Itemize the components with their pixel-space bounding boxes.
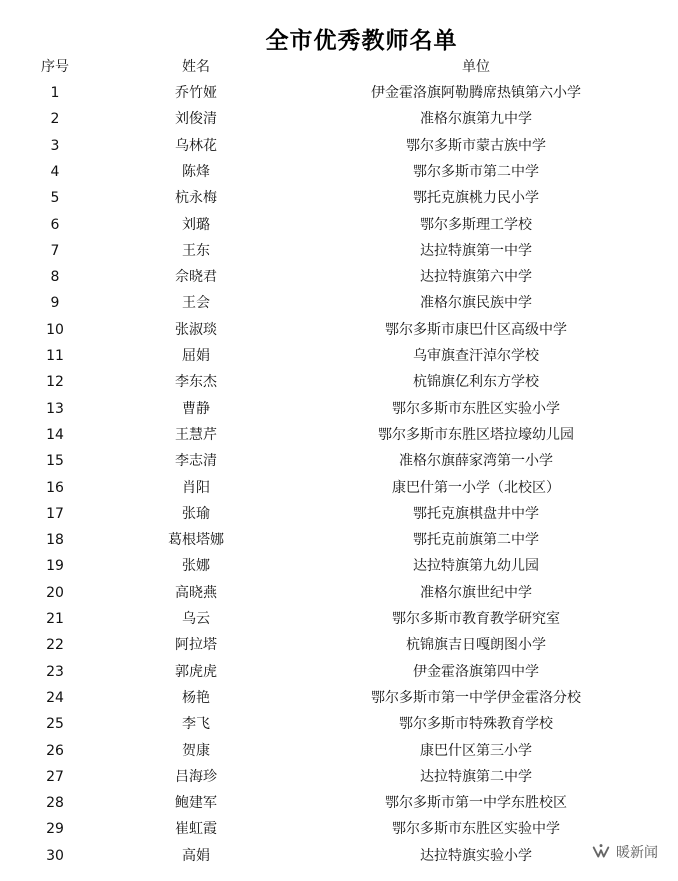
- row-index: 26: [46, 742, 64, 759]
- table-row: [0, 632, 678, 658]
- row-name: 李东杰: [175, 374, 217, 391]
- watermark-text: 暖新闻: [616, 845, 658, 861]
- row-index: 18: [46, 532, 64, 549]
- row-name: 刘俊清: [175, 111, 217, 128]
- row-index: 16: [46, 479, 64, 496]
- table-row: [0, 816, 678, 842]
- row-unit: 达拉特旗第六中学: [420, 269, 532, 286]
- table-row: [0, 843, 678, 869]
- row-name: 乌林花: [175, 137, 217, 154]
- row-index: 15: [46, 453, 64, 470]
- row-name: 刘璐: [182, 216, 210, 233]
- row-name: 杨艳: [182, 689, 210, 706]
- row-index: 24: [46, 689, 64, 706]
- row-name: 高晓燕: [175, 584, 217, 601]
- row-unit: 鄂托克旗棋盘井中学: [413, 505, 539, 522]
- row-unit: 达拉特旗第一中学: [420, 242, 532, 259]
- row-unit: 鄂尔多斯理工学校: [420, 216, 532, 233]
- row-index: 25: [46, 716, 64, 733]
- row-unit: 准格尔旗世纪中学: [420, 584, 532, 601]
- row-index: 8: [50, 269, 60, 286]
- table-row: [0, 790, 678, 816]
- row-name: 王会: [182, 295, 210, 312]
- row-index: 30: [46, 847, 64, 864]
- row-index: 29: [46, 821, 64, 838]
- table-row: [0, 159, 678, 185]
- row-unit: 鄂托克前旗第二中学: [413, 532, 539, 549]
- table-row: [0, 475, 678, 501]
- row-unit: 鄂尔多斯市第一中学伊金霍洛分校: [371, 689, 581, 706]
- row-index: 4: [50, 163, 60, 180]
- row-unit: 伊金霍洛旗阿勒腾席热镇第六小学: [371, 85, 581, 101]
- row-name: 贺康: [182, 742, 210, 759]
- row-unit: 鄂尔多斯市东胜区实验小学: [392, 400, 560, 417]
- row-name: 李志清: [175, 453, 217, 470]
- table-row: [0, 290, 678, 316]
- row-unit: 达拉特旗实验小学: [420, 847, 532, 864]
- watermark: [590, 841, 658, 863]
- row-index: 27: [46, 768, 64, 785]
- row-name: 张淑琰: [175, 321, 217, 338]
- row-index: 14: [46, 426, 64, 443]
- row-name: 鲍建军: [175, 795, 217, 812]
- header-unit: 单位: [462, 59, 490, 75]
- row-index: 12: [46, 374, 64, 391]
- wechat-channel-icon: [590, 841, 612, 863]
- row-unit: 达拉特旗第二中学: [420, 768, 532, 785]
- table-row: [0, 448, 678, 474]
- row-index: 5: [50, 190, 60, 207]
- table-row: [0, 711, 678, 737]
- row-unit: 准格尔旗民族中学: [420, 295, 532, 312]
- row-index: 10: [46, 321, 64, 338]
- row-index: 1: [50, 85, 60, 101]
- row-unit: 准格尔旗薛家湾第一小学: [399, 453, 553, 470]
- row-unit: 鄂托克旗桃力民小学: [413, 190, 539, 207]
- row-index: 3: [50, 137, 60, 154]
- row-unit: 鄂尔多斯市特殊教育学校: [399, 716, 553, 733]
- row-index: 7: [50, 242, 60, 259]
- row-index: 13: [46, 400, 64, 417]
- row-name: 张娜: [182, 558, 210, 575]
- row-unit: 伊金霍洛旗第四中学: [413, 663, 539, 680]
- table-row: [0, 738, 678, 764]
- row-unit: 鄂尔多斯市蒙古族中学: [406, 137, 546, 154]
- table-row: [0, 659, 678, 685]
- row-name: 高娟: [182, 847, 210, 864]
- table-row: [0, 553, 678, 579]
- row-unit: 鄂尔多斯市教育教学研究室: [392, 611, 560, 627]
- table-row: [0, 369, 678, 395]
- row-name: 阿拉塔: [175, 637, 217, 654]
- table-row: [0, 501, 678, 527]
- row-name: 屈娟: [182, 348, 210, 364]
- page-title: 全市优秀教师名单: [265, 28, 458, 54]
- table-row: [0, 396, 678, 422]
- row-name: 乌云: [182, 611, 210, 627]
- table-row: [0, 580, 678, 606]
- row-unit: 达拉特旗第九幼儿园: [413, 558, 539, 575]
- table-row: [0, 238, 678, 264]
- table-row: [0, 185, 678, 211]
- row-index: 2: [50, 111, 60, 128]
- row-index: 19: [46, 558, 64, 575]
- row-index: 28: [46, 795, 64, 812]
- row-index: 17: [46, 505, 64, 522]
- row-index: 6: [50, 216, 60, 233]
- row-index: 21: [46, 611, 64, 627]
- header-name: 姓名: [182, 59, 210, 75]
- table-row: [0, 527, 678, 553]
- row-index: 9: [50, 295, 60, 312]
- table-row: [0, 212, 678, 238]
- table-row: [0, 764, 678, 790]
- row-name: 崔虹霞: [175, 821, 217, 838]
- table-row: [0, 317, 678, 343]
- row-unit: 鄂尔多斯市康巴什区高级中学: [385, 321, 567, 338]
- table-row: [0, 80, 678, 106]
- row-name: 郭虎虎: [175, 663, 217, 680]
- row-unit: 鄂尔多斯市第一中学东胜校区: [385, 795, 567, 812]
- table-row: [0, 685, 678, 711]
- row-name: 佘晓君: [175, 269, 217, 286]
- row-unit: 鄂尔多斯市东胜区实验中学: [392, 821, 560, 838]
- row-unit: 乌审旗查汗淖尔学校: [413, 348, 539, 364]
- header-index: 序号: [41, 59, 69, 75]
- row-name: 王东: [182, 242, 210, 259]
- table-row: [0, 133, 678, 159]
- table-row: [0, 343, 678, 369]
- table-row: [0, 606, 678, 632]
- row-name: 张瑜: [182, 505, 210, 522]
- row-unit: 准格尔旗第九中学: [420, 111, 532, 128]
- row-index: 22: [46, 637, 64, 654]
- row-name: 肖阳: [182, 479, 210, 496]
- table-row: [0, 106, 678, 132]
- table-row: [0, 422, 678, 448]
- row-name: 杭永梅: [175, 190, 217, 207]
- row-unit: 鄂尔多斯市第二中学: [413, 163, 539, 180]
- table-row: [0, 264, 678, 290]
- row-unit: 鄂尔多斯市东胜区塔拉壕幼儿园: [378, 426, 574, 443]
- row-index: 23: [46, 663, 64, 680]
- row-unit: 康巴什区第三小学: [420, 742, 532, 759]
- row-index: 20: [46, 584, 64, 601]
- row-name: 乔竹娅: [175, 85, 217, 101]
- row-unit: 康巴什第一小学（北校区）: [392, 479, 560, 496]
- row-name: 王慧芹: [175, 426, 217, 443]
- row-name: 葛根塔娜: [168, 532, 224, 549]
- row-index: 11: [46, 348, 64, 364]
- row-unit: 杭锦旗亿利东方学校: [413, 374, 539, 391]
- row-unit: 杭锦旗吉日嘎朗图小学: [406, 637, 546, 654]
- row-name: 吕海珍: [175, 768, 217, 785]
- row-name: 曹静: [182, 400, 210, 417]
- row-name: 陈烽: [182, 163, 210, 180]
- row-name: 李飞: [182, 716, 210, 733]
